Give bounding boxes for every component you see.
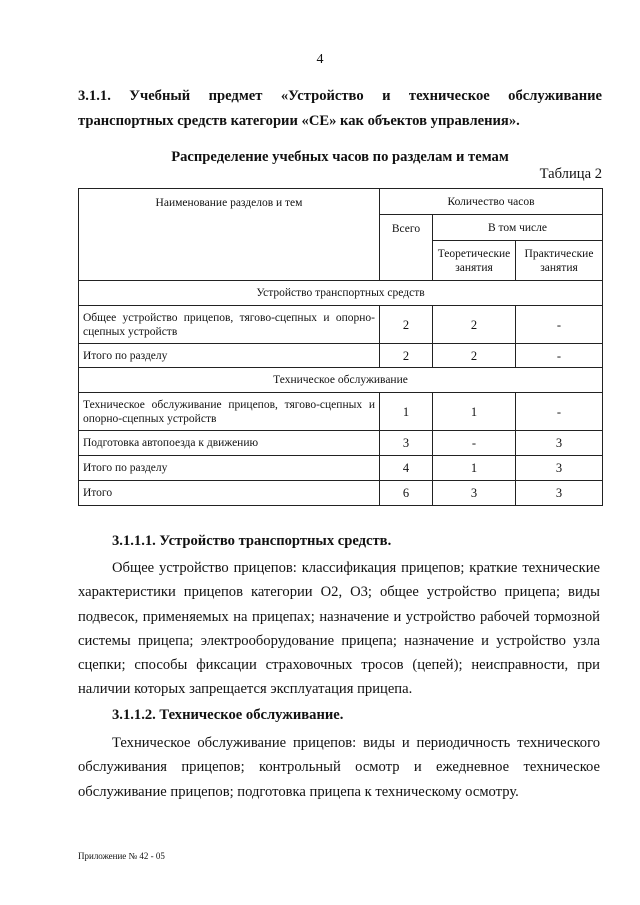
- table-row: [79, 431, 603, 456]
- col-incl-header: В том числе: [433, 215, 603, 241]
- table-row: [79, 306, 603, 344]
- table-row: [79, 344, 603, 368]
- section2-paragraph: Техническое обслуживание прицепов: виды и периодичность технического обслуживания прицепов; контрольный осмотр и ежедневное техническое обслуживание прицепов; подготовка прицепа к техническому осмотру.: [78, 735, 600, 800]
- total-cell: 2: [380, 306, 433, 344]
- col-hours-header: Количество часов: [380, 189, 603, 215]
- practice-cell: 3: [516, 431, 603, 456]
- topic-name: Общее устройство прицепов, тягово-сцепных и опорно-сцепных устройств: [79, 306, 380, 344]
- theory-cell: -: [433, 431, 516, 456]
- section-title-row: Устройство транспортных средств: [79, 281, 603, 306]
- total-cell: 2: [380, 344, 433, 368]
- topic-name: Итого по разделу: [79, 344, 380, 368]
- total-cell: 3: [380, 431, 433, 456]
- distribution-title: Распределение учебных часов по разделам и темам: [171, 149, 509, 165]
- section-title-row: Техническое обслуживание: [79, 368, 603, 393]
- practice-cell: -: [516, 344, 603, 368]
- subject-heading-line1: 3.1.1. Учебный предмет «Устройство и техническое обслуживание: [78, 88, 602, 104]
- col-total-header: Всего: [380, 215, 433, 281]
- section1-text: [78, 556, 600, 702]
- topic-name: Итого по разделу: [79, 456, 380, 481]
- subject-heading-line2: транспортных средств категории «СЕ» как объектов управления».: [78, 113, 520, 129]
- topic-name: Техническое обслуживание прицепов, тягово-сцепных и опорно-сцепных устройств: [79, 393, 380, 431]
- theory-cell: 2: [433, 344, 516, 368]
- theory-cell: 1: [433, 393, 516, 431]
- col-practice-header: Практические занятия: [516, 241, 603, 281]
- topic-name: Итого: [79, 481, 380, 506]
- total-cell: 4: [380, 456, 433, 481]
- section1-paragraph: Общее устройство прицепов: классификация прицепов; краткие технические характеристики прицепов категории О2, О3; общее устройство прицепа; виды подвесок, применяемых на прицепах; назначение и устройство рабочей тормозной системы прицепа; электрооборудование прицепа; назначение и устройство узла сцепки; способы фиксации страховочных тросов (цепей); неисправности, при наличии которых запрещается эксплуатация прицепа.: [78, 560, 600, 698]
- hours-table: [78, 188, 603, 506]
- page-number: 4: [316, 52, 324, 67]
- topic-name: Подготовка автопоезда к движению: [79, 431, 380, 456]
- table-row: [79, 481, 603, 506]
- theory-cell: 3: [433, 481, 516, 506]
- col-theory-header: Теоретические занятия: [433, 241, 516, 281]
- table-row: [79, 393, 603, 431]
- total-cell: 1: [380, 393, 433, 431]
- total-cell: 6: [380, 481, 433, 506]
- footer-note: Приложение № 42 - 05: [78, 851, 165, 861]
- theory-cell: 2: [433, 306, 516, 344]
- practice-cell: 3: [516, 456, 603, 481]
- practice-cell: -: [516, 306, 603, 344]
- table-label: Таблица 2: [539, 166, 602, 182]
- col-name-header: Наименование разделов и тем: [79, 189, 380, 281]
- practice-cell: 3: [516, 481, 603, 506]
- practice-cell: -: [516, 393, 603, 431]
- theory-cell: 1: [433, 456, 516, 481]
- section2-text: [78, 731, 600, 804]
- subject-heading: [78, 84, 602, 134]
- section2-heading: 3.1.1.2. Техническое обслуживание.: [112, 707, 344, 723]
- table-row: [79, 456, 603, 481]
- section1-heading: 3.1.1.1. Устройство транспортных средств.: [112, 533, 392, 549]
